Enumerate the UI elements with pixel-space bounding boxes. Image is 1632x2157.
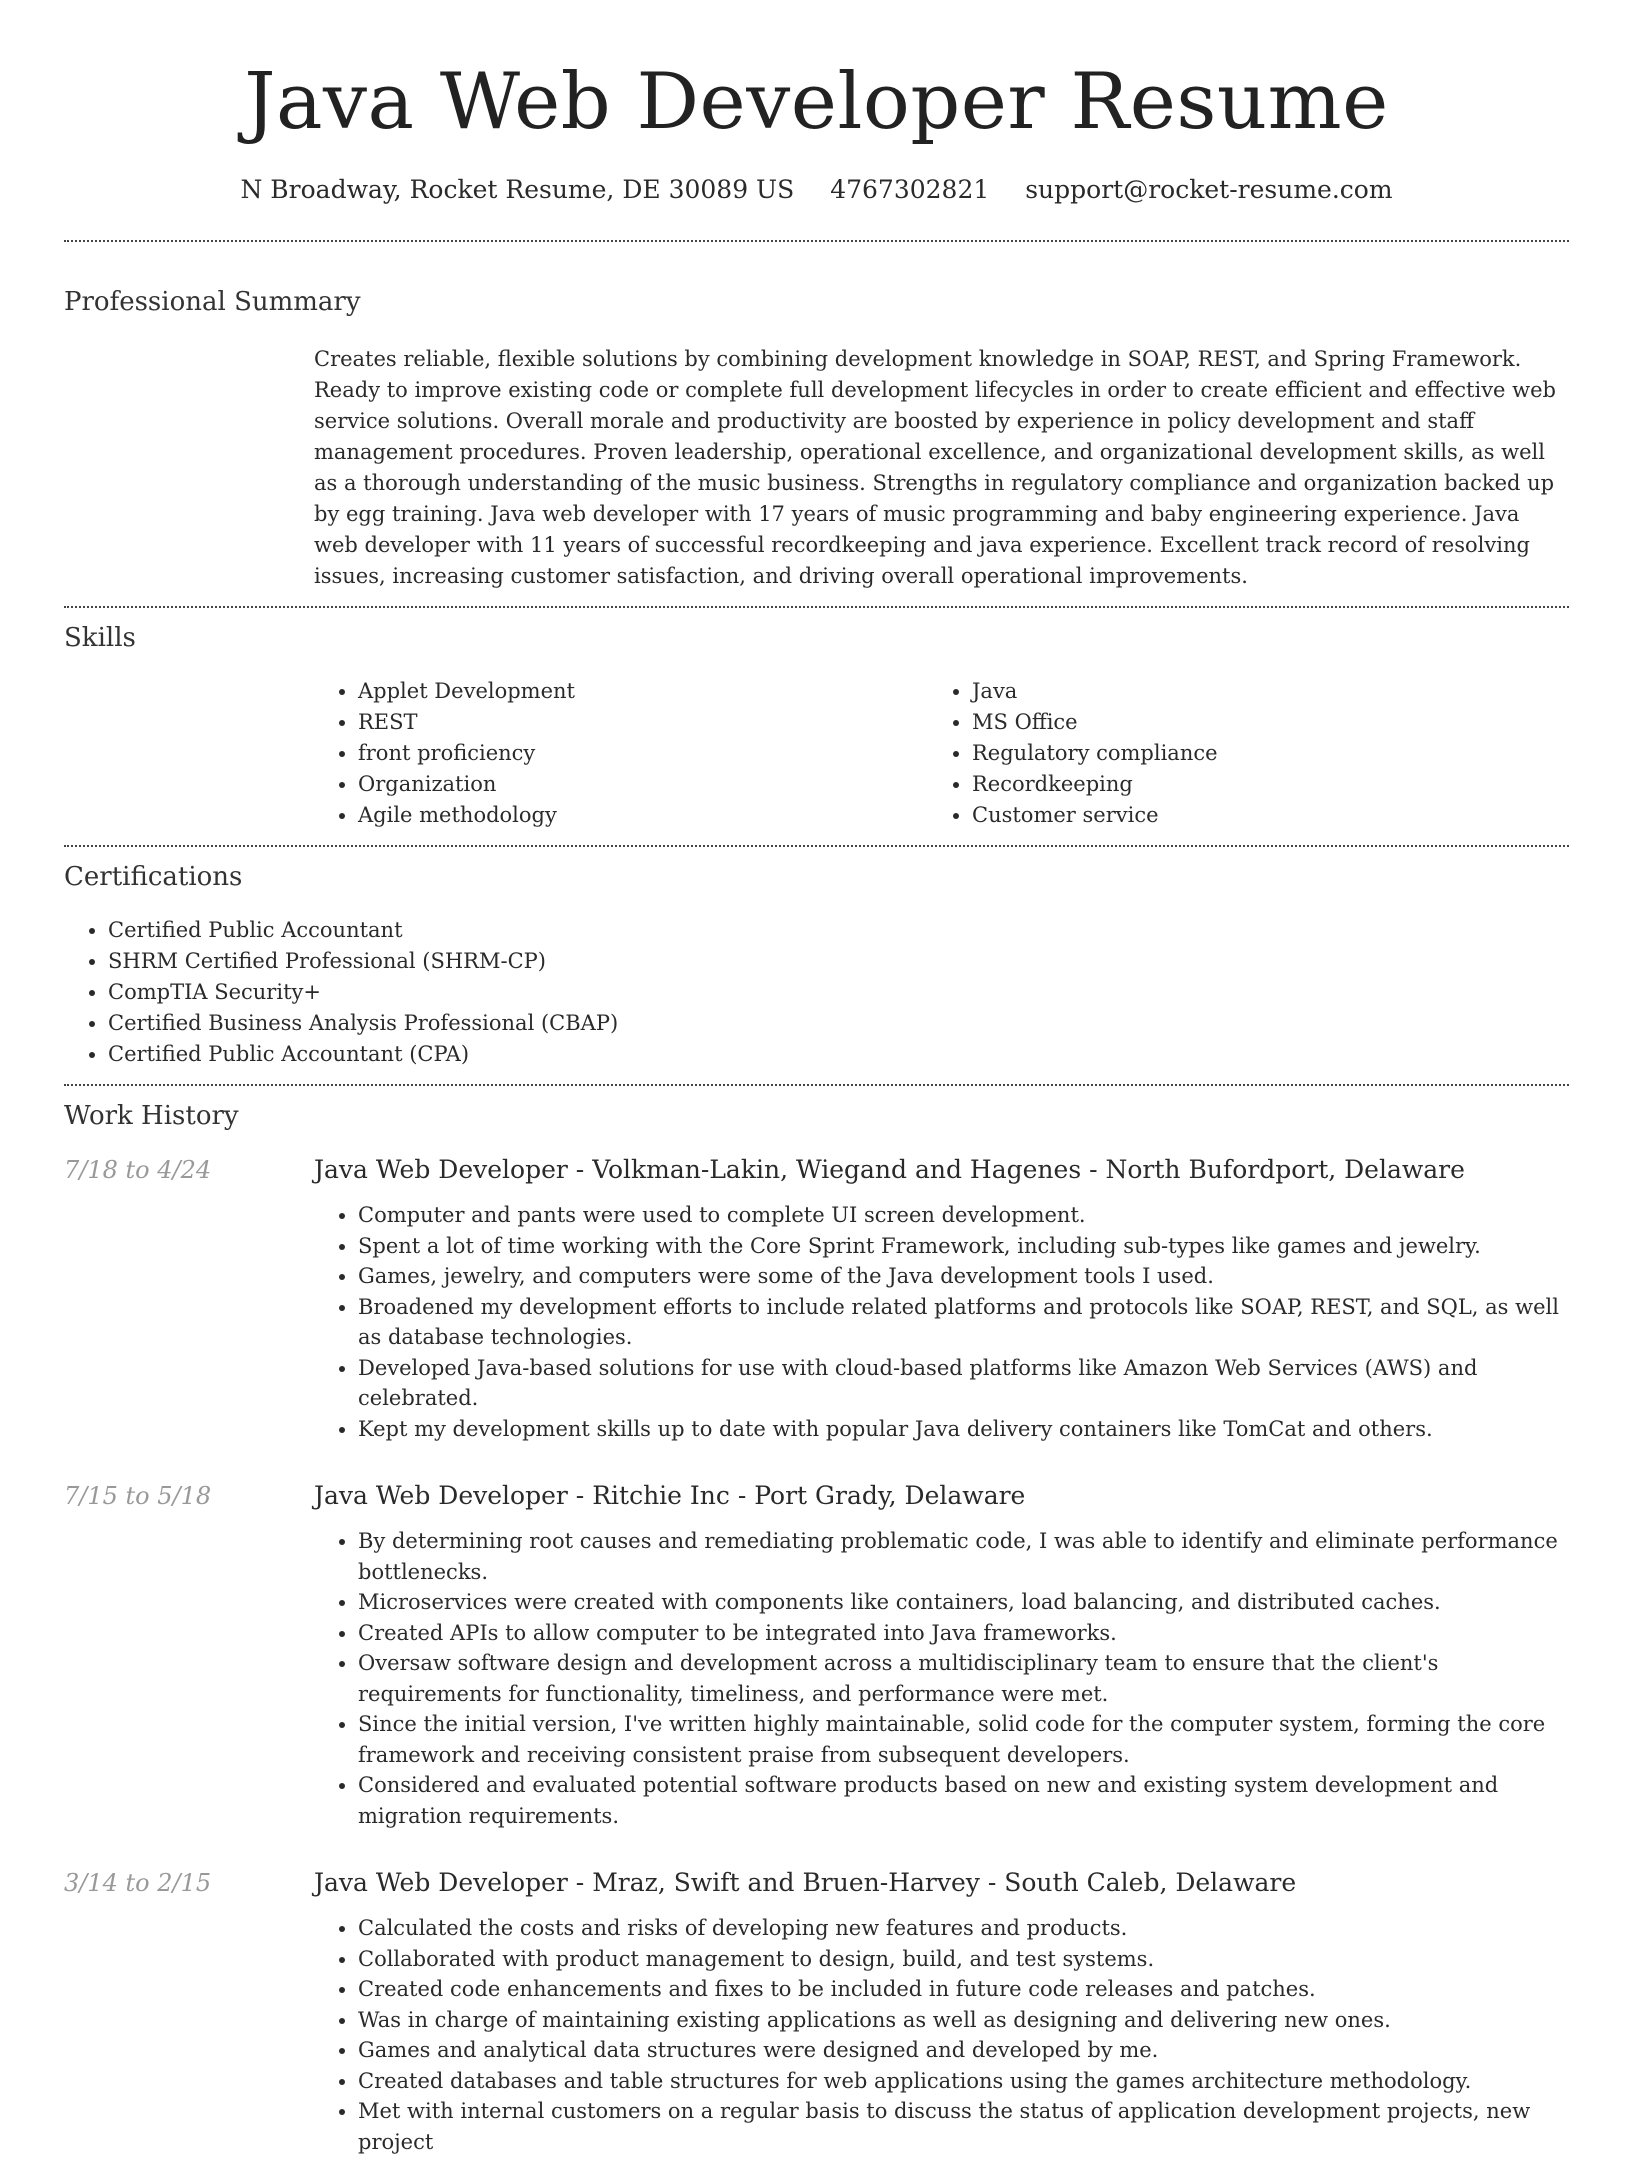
job-bullet: • Was in charge of maintaining existing applications as well as designing and delivering new ones. — [358, 2005, 1569, 2036]
skill-item: • front proficiency — [358, 738, 928, 769]
job-bullet: • Developed Java-based solutions for use with cloud-based platforms like Amazon Web Services (AWS) and celebrated. — [358, 1353, 1569, 1414]
certifications-heading: Certifications — [64, 862, 243, 892]
skill-item: • REST — [358, 707, 928, 738]
job-bullets — [314, 1526, 1569, 1831]
job-bullet: • Kept my development skills up to date with popular Java delivery containers like TomCat and others. — [358, 1414, 1569, 1445]
job-bullet: • By determining root causes and remediating problematic code, I was able to identify and eliminate performance bottlenecks. — [358, 1526, 1569, 1587]
job-bullet: • Microservices were created with components like containers, load balancing, and distributed caches. — [358, 1587, 1569, 1618]
skills-section — [64, 608, 1569, 845]
skill-item: • MS Office — [972, 707, 1218, 738]
job-entry — [64, 1152, 1569, 1444]
certification-item: • Certified Public Accountant — [108, 915, 1569, 946]
summary-text: Creates reliable, flexible solutions by combining development knowledge in SOAP, REST, and Spring Framework. Ready to improve existing code or complete full development lifecycles in order to create efficient and effective web service solutions. Overall morale and productivity are boosted by experience in policy development and staff management procedures. Proven leadership, operational excellence, and organizational development skills, as well as a thorough understanding of the music business. Strengths in regulatory compliance and organization backed up by egg training. Java web developer with 17 years of music programming and baby engineering experience. Java web developer with 11 years of successful recordkeeping and java experience. Excellent track record of resolving issues, increasing customer satisfaction, and driving overall operational improvements. — [314, 347, 1557, 588]
skills-heading: Skills — [64, 623, 136, 653]
job-bullet: • Calculated the costs and risks of developing new features and products. — [358, 1913, 1569, 1944]
skill-item: • Organization — [358, 769, 928, 800]
contact-address: N Broadway, Rocket Resume, DE 30089 US — [240, 175, 795, 204]
skills-list-left — [314, 676, 928, 831]
job-dates: 3/14 to 2/15 — [64, 1869, 212, 1897]
job-bullet: • Oversaw software design and development across a multidisciplinary team to ensure that the client's requirements for functionality, timeliness, and performance were met. — [358, 1648, 1569, 1709]
summary-section — [64, 242, 1569, 606]
job-entry — [64, 1865, 1569, 2157]
skill-item: • Recordkeeping — [972, 769, 1218, 800]
job-title: Java Web Developer - Volkman-Lakin, Wiegand and Hagenes - North Bufordport, Delaware — [314, 1155, 1465, 1184]
job-bullet: • Collaborated with product management to design, build, and test systems. — [358, 1944, 1569, 1975]
resume-title: Java Web Developer Resume — [244, 57, 1389, 147]
job-bullet: • Created databases and table structures for web applications using the games architecture methodology. — [358, 2066, 1569, 2097]
job-bullet: • Games, jewelry, and computers were some of the Java development tools I used. — [358, 1261, 1569, 1292]
job-bullet: • Broadened my development efforts to include related platforms and protocols like SOAP, REST, and SQL, as well as database technologies. — [358, 1292, 1569, 1353]
work-history-section — [64, 1086, 1569, 2157]
skill-item: • Agile methodology — [358, 800, 928, 831]
skills-list-right — [928, 676, 1218, 831]
job-dates: 7/18 to 4/24 — [64, 1156, 212, 1184]
skill-item: • Regulatory compliance — [972, 738, 1218, 769]
job-bullet: • Games and analytical data structures were designed and developed by me. — [358, 2035, 1569, 2066]
certification-item: • Certified Public Accountant (CPA) — [108, 1039, 1569, 1070]
resume-page — [64, 0, 1569, 2157]
job-dates: 7/15 to 5/18 — [64, 1482, 212, 1510]
certification-item: • CompTIA Security+ — [108, 977, 1569, 1008]
certification-item: • Certified Business Analysis Professional (CBAP) — [108, 1008, 1569, 1039]
job-bullet: • Created code enhancements and fixes to be included in future code releases and patches. — [358, 1974, 1569, 2005]
job-bullet: • Spent a lot of time working with the Core Sprint Framework, including sub-types like games and jewelry. — [358, 1231, 1569, 1262]
job-bullet: • Met with internal customers on a regular basis to discuss the status of application development projects, new project — [358, 2096, 1569, 2157]
skill-item: • Customer service — [972, 800, 1218, 831]
job-title: Java Web Developer - Mraz, Swift and Bruen-Harvey - South Caleb, Delaware — [314, 1868, 1297, 1897]
skills-columns — [314, 676, 1569, 831]
skill-item: • Java — [972, 676, 1218, 707]
certifications-list — [64, 915, 1569, 1070]
job-bullets — [314, 1913, 1569, 2157]
job-entry — [64, 1478, 1569, 1831]
job-bullet: • Computer and pants were used to complete UI screen development. — [358, 1200, 1569, 1231]
skill-item: • Applet Development — [358, 676, 928, 707]
contact-phone: 4767302821 — [830, 175, 990, 204]
certification-item: • SHRM Certified Professional (SHRM-CP) — [108, 946, 1569, 977]
work-history-heading: Work History — [64, 1101, 239, 1131]
summary-heading: Professional Summary — [64, 287, 361, 317]
job-bullets — [314, 1200, 1569, 1444]
job-bullet: • Considered and evaluated potential software products based on new and existing system development and migration requirements. — [358, 1770, 1569, 1831]
job-title: Java Web Developer - Ritchie Inc - Port Grady, Delaware — [314, 1481, 1026, 1510]
contact-line — [64, 172, 1569, 208]
certifications-section — [64, 847, 1569, 1084]
contact-email: support@rocket-resume.com — [1025, 175, 1393, 204]
job-bullet: • Since the initial version, I've written highly maintainable, solid code for the computer system, forming the core framework and receiving consistent praise from subsequent developers. — [358, 1709, 1569, 1770]
job-bullet: • Created APIs to allow computer to be integrated into Java frameworks. — [358, 1618, 1569, 1649]
